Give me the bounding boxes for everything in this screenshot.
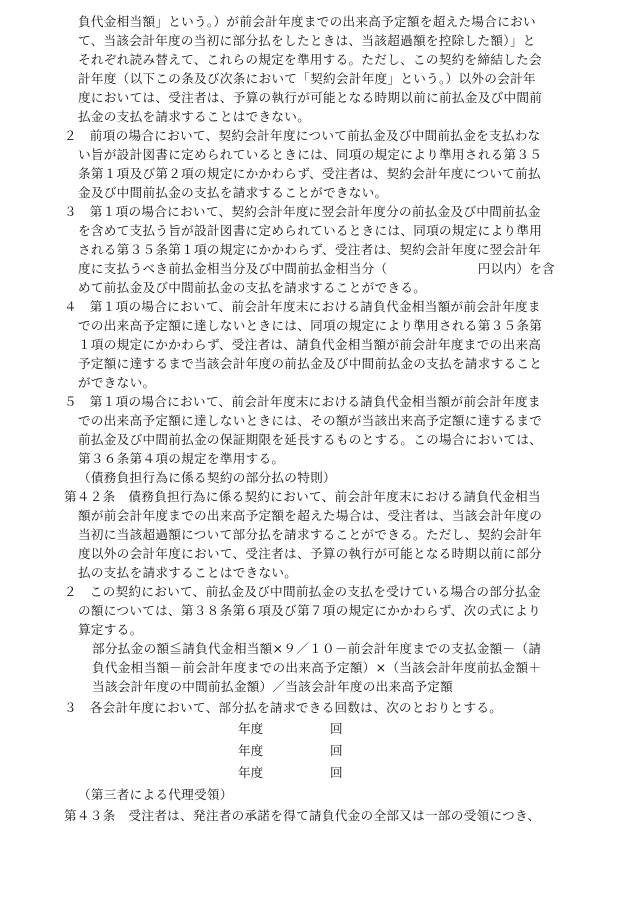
text-line: １項の規定にかかわらず、受注者は、請負代金相当額が前会計年度までの出来高	[78, 337, 542, 352]
text-line: 第３６条第４項の規定を準用する。	[78, 451, 285, 466]
text-line: 額が前会計年度までの出来高予定額を超えた場合は、受注者は、当該会計年度の	[78, 508, 543, 523]
count-label: 回	[330, 743, 343, 758]
formula-line: 負代金相当額－前会計年度までの出来高予定額）×（当該会計年度前払金額＋	[92, 660, 542, 675]
text-line: 度以外の会計年度において、受注者は、予算の執行が可能となる時期以前に部分	[78, 546, 542, 561]
text-line: 前払金及び中間前払金の保証期限を延長するものとする。この場合においては、	[78, 432, 543, 447]
text-line: 負代金相当額」という。）が前会計年度までの出来高予定額を超えた場合におい	[78, 14, 536, 29]
text-line: 金及び中間前払金の支払を請求することができない。	[78, 185, 388, 200]
year-label: 年度	[238, 721, 264, 736]
text-line: 計年度（以下この条及び次条において「契約会計年度」という。）以外の会計年	[78, 71, 536, 86]
text-line: 当初に当該超過額について部分払を請求することができる。ただし、契約会計年	[78, 527, 542, 542]
text-line: 算定する。	[78, 622, 143, 637]
text-line: 度に支払うべき前払金相当分及び中間前払金相当分（ 円以内）を含	[78, 261, 556, 276]
text-line: 払の支払を請求することはできない。	[78, 565, 298, 580]
paragraph-4-start: ４ 第１項の場合において、前会計年度末における請負代金相当額が前会計年度ま	[64, 299, 541, 314]
article-43-caption: （第三者による代理受領）	[78, 787, 233, 802]
text-line: される第３５条第１項の規定にかかわらず、受注者は、契約会計年度に翌会計年	[78, 242, 542, 257]
text-line: での出来高予定額に達しないときには、その額が当該出来高予定額に達するまで	[78, 413, 543, 428]
year-label: 年度	[238, 765, 264, 780]
text-line: を含めて支払う旨が設計図書に定められているときには、同項の規定により準用	[78, 223, 543, 238]
year-label: 年度	[238, 743, 264, 758]
count-label: 回	[330, 721, 343, 736]
text-line: 予定額に達するまで当該会計年度の前払金及び中間前払金の支払を請求すること	[78, 356, 543, 371]
count-label: 回	[330, 765, 343, 780]
text-line: 払金の支払を請求することはできない。	[78, 109, 311, 124]
article-42-start: 第４２条 債務負担行為に係る契約において、前会計年度末における請負代金相当	[64, 489, 541, 504]
text-line: めて前払金及び中間前払金の支払を請求することができる。	[78, 280, 427, 295]
text-line: い旨が設計図書に定められているときには、同項の規定により準用される第３５	[78, 147, 543, 162]
text-line: 度においては、受注者は、予算の執行が可能となる時期以前に前払金及び中間前	[78, 90, 543, 105]
paragraph-2-start: ２ 前項の場合において、契約会計年度について前払金及び中間前払金を支払わな	[64, 128, 541, 143]
article-42-caption: （債務負担行為に係る契約の部分払の特則）	[78, 470, 336, 485]
paragraph-42-3-start: ３ 各会計年度において、部分払を請求できる回数は、次のとおりとする。	[64, 700, 503, 715]
paragraph-3-start: ３ 第１項の場合において、契約会計年度に翌会計年度分の前払金及び中間前払金	[64, 204, 541, 219]
text-line: の額については、第３８条第６項及び第７項の規定にかかわらず、次の式により	[78, 603, 541, 618]
text-line: て、当該会計年度の当初に部分払をしたときは、当該超過額を控除した額）」と	[78, 33, 536, 48]
paragraph-5-start: ５ 第１項の場合において、前会計年度末における請負代金相当額が前会計年度ま	[64, 394, 541, 409]
formula-line: 当該会計年度の中間前払金額）／当該会計年度の出来高予定額	[92, 679, 454, 694]
text-line: 条第１項及び第２項の規定にかかわらず、受注者は、契約会計年度について前払	[78, 166, 541, 181]
text-line: それぞれ読み替えて、これらの規定を準用する。ただし、この契約を締結した会	[78, 52, 542, 67]
formula-line: 部分払金の額≦請負代金相当額×９／１０－前会計年度までの支払金額－（請	[92, 641, 542, 656]
paragraph-42-2-start: ２ この契約において、前払金及び中間前払金の支払を受けている場合の部分払金	[64, 584, 541, 599]
article-43-start: 第４３条 受注者は、発注者の承諾を得て請負代金の全部又は一部の受領につき、	[64, 808, 541, 823]
text-line: ができない。	[78, 375, 156, 390]
text-line: での出来高予定額に達しないときには、同項の規定により準用される第３５条第	[78, 318, 543, 333]
